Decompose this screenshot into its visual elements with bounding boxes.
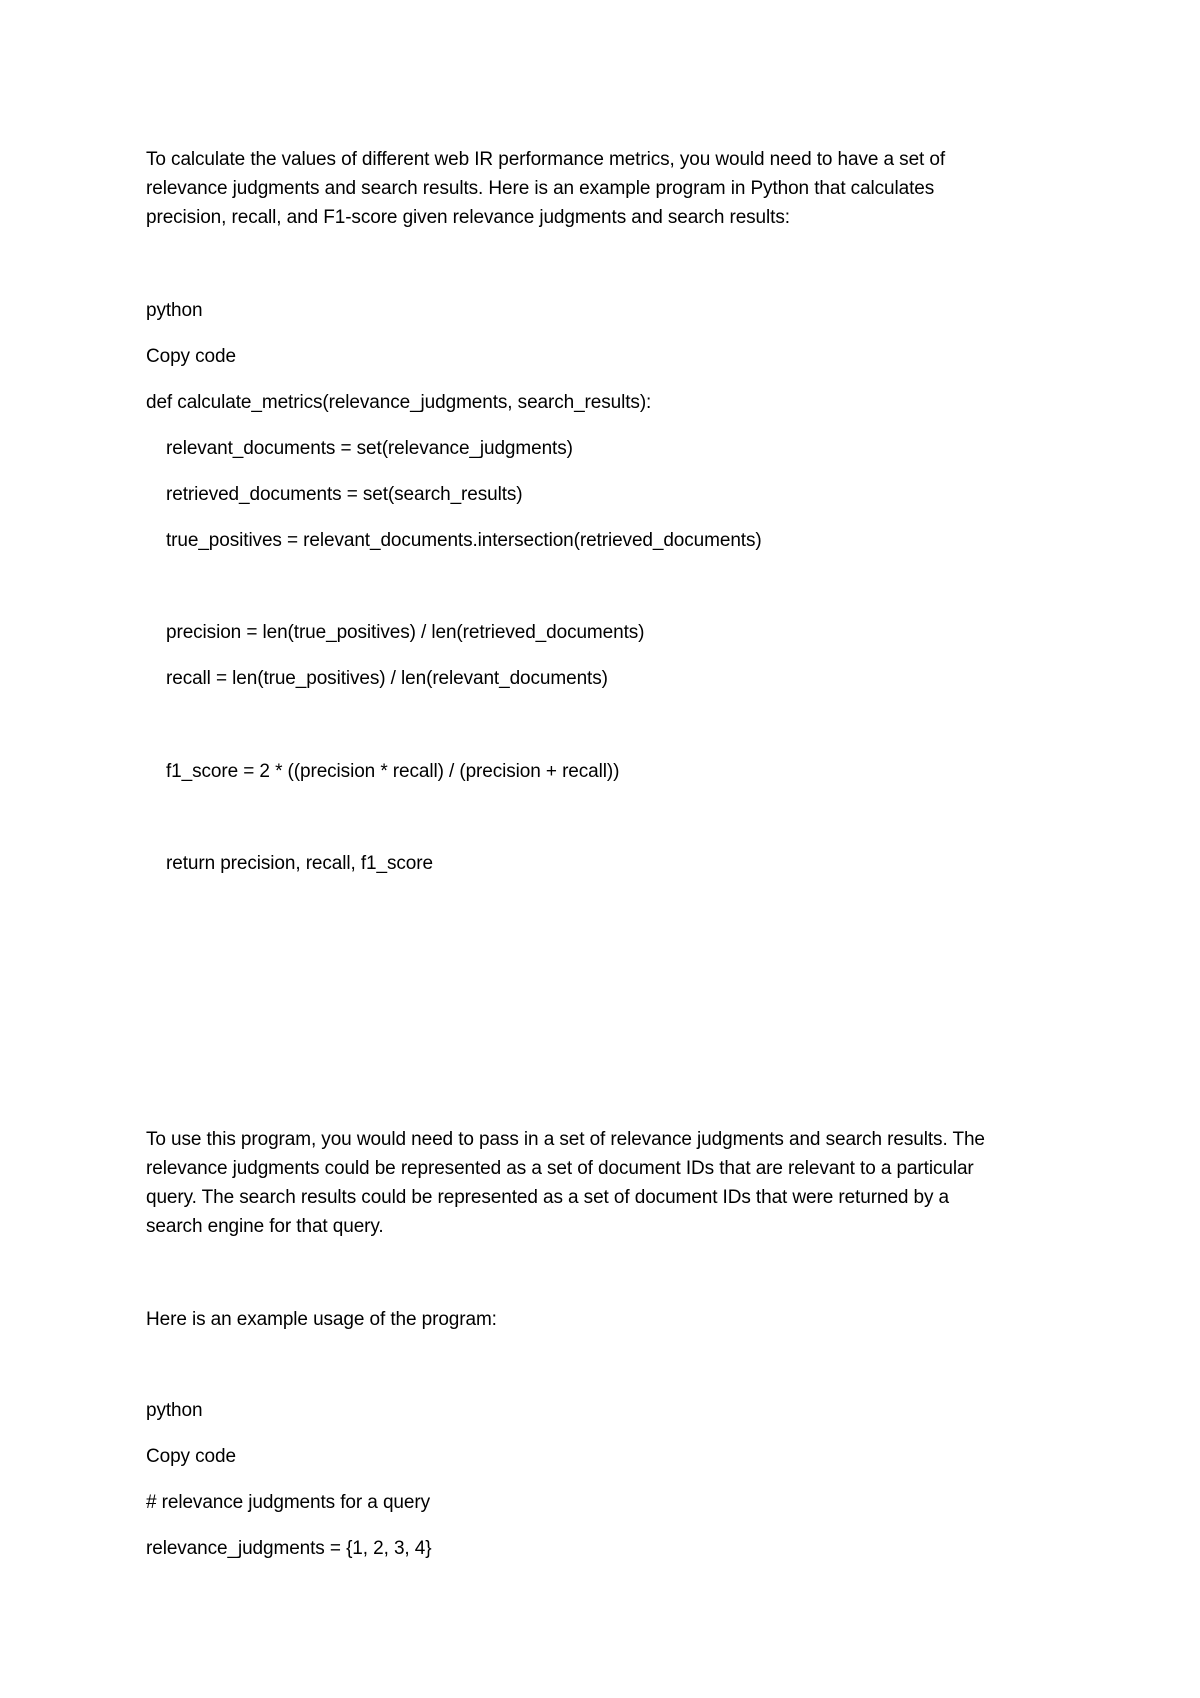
code-line: # relevance judgments for a query [146, 1492, 430, 1513]
code-line: recall = len(true_positives) / len(relevant_documents) [166, 668, 608, 689]
code-line: true_positives = relevant_documents.intersection(retrieved_documents) [166, 530, 762, 551]
code-language-label: python [146, 1400, 203, 1421]
code-language-label: python [146, 300, 203, 321]
usage-line-2: relevance judgments could be represented as a set of document IDs that are relevant to a particular [146, 1158, 974, 1179]
intro-line-2: relevance judgments and search results. Here is an example program in Python that calculates [146, 178, 935, 199]
code-line: return precision, recall, f1_score [166, 853, 433, 874]
usage-line-1: To use this program, you would need to pass in a set of relevance judgments and search results. The [146, 1129, 985, 1150]
code-line: f1_score = 2 * ((precision * recall) / (precision + recall)) [166, 761, 620, 782]
usage-line-3: query. The search results could be represented as a set of document IDs that were returned by a [146, 1187, 950, 1208]
usage-line-4: search engine for that query. [146, 1216, 384, 1237]
code-line: def calculate_metrics(relevance_judgments, search_results): [146, 392, 652, 413]
code-line: retrieved_documents = set(search_results) [166, 484, 523, 505]
intro-line-3: precision, recall, and F1-score given relevance judgments and search results: [146, 207, 790, 228]
intro-line-1: To calculate the values of different web IR performance metrics, you would need to have a set of [146, 149, 946, 170]
copy-code-button[interactable]: Copy code [146, 1446, 236, 1467]
example-intro: Here is an example usage of the program: [146, 1309, 497, 1330]
copy-code-button[interactable]: Copy code [146, 346, 236, 367]
code-line: relevant_documents = set(relevance_judgments) [166, 438, 573, 459]
code-line: precision = len(true_positives) / len(retrieved_documents) [166, 622, 645, 643]
code-line: relevance_judgments = {1, 2, 3, 4} [146, 1538, 432, 1559]
